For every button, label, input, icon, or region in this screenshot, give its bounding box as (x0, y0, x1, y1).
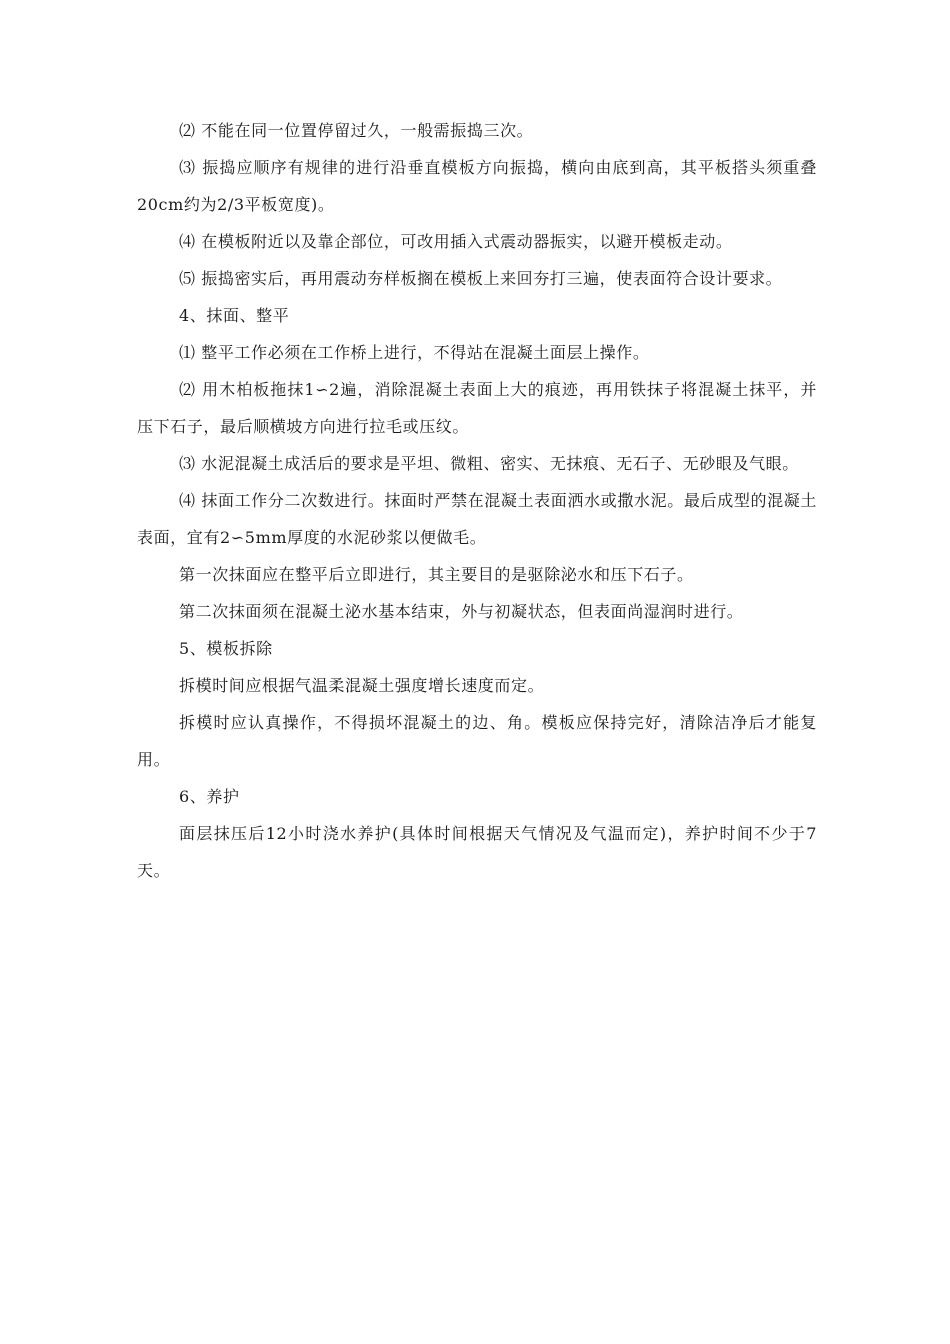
paragraph-float-trowel: ⑵ 用木柏板拖抹1∽2遍，消除混凝土表面上大的痕迹，再用铁抹子将混凝土抹平，并压下石子，最后顺横坡方向进行拉毛或压纹。 (137, 380, 817, 436)
paragraph-removal-care: 拆模时应认真操作，不得损坏混凝土的边、角。模板应保持完好，清除洁净后才能复用。 (137, 713, 817, 769)
paragraph-vibrate-order: ⑶ 振捣应顺序有规律的进行沿垂直模板方向振捣，横向由底到高，其平板搭头须重叠20cm约为2/3平板宽度)。 (137, 158, 817, 214)
paragraph-removal-timing: 拆模时间应根据气温柔混凝土强度增长速度而定。 (179, 676, 545, 695)
document-body (137, 112, 817, 889)
paragraph-first-pass: 第一次抹面应在整平后立即进行，其主要目的是驱除泌水和压下石子。 (179, 565, 694, 584)
paragraph-surface-requirements: ⑶ 水泥混凝土成活后的要求是平坦、微粗、密实、无抹痕、无石子、无砂眼及气眼。 (179, 454, 799, 473)
paragraph-second-pass: 第二次抹面须在混凝土泌水基本结束，外与初凝状态，但表面尚湿润时进行。 (179, 602, 744, 621)
section-heading-finishing: 4、抹面、整平 (179, 306, 290, 325)
paragraph-vibrate-near-formwork: ⑷ 在模板附近以及靠企部位，可改用插入式震动器振实，以避开模板走动。 (179, 232, 733, 251)
paragraph-curing-time: 面层抹压后12小时浇水养护(具体时间根据天气情况及气温而定)，养护时间不少于7天。 (137, 824, 817, 880)
paragraph-leveling-bridge: ⑴ 整平工作必须在工作桥上进行，不得站在混凝土面层上操作。 (179, 343, 650, 362)
paragraph-vibrate-duration: ⑵ 不能在同一位置停留过久，一般需振捣三次。 (179, 121, 534, 140)
section-heading-formwork-removal: 5、模板拆除 (179, 639, 273, 658)
paragraph-two-pass-finishing: ⑷ 抹面工作分二次数进行。抹面时严禁在混凝土表面洒水或撒水泥。最后成型的混凝土表面，宜有2∽5mm厚度的水泥砂浆以便做毛。 (137, 491, 817, 547)
paragraph-vibrate-screed: ⑸ 振捣密实后，再用震动夯样板搁在模板上来回夯打三遍，使表面符合设计要求。 (179, 269, 783, 288)
section-heading-curing: 6、养护 (179, 787, 240, 806)
